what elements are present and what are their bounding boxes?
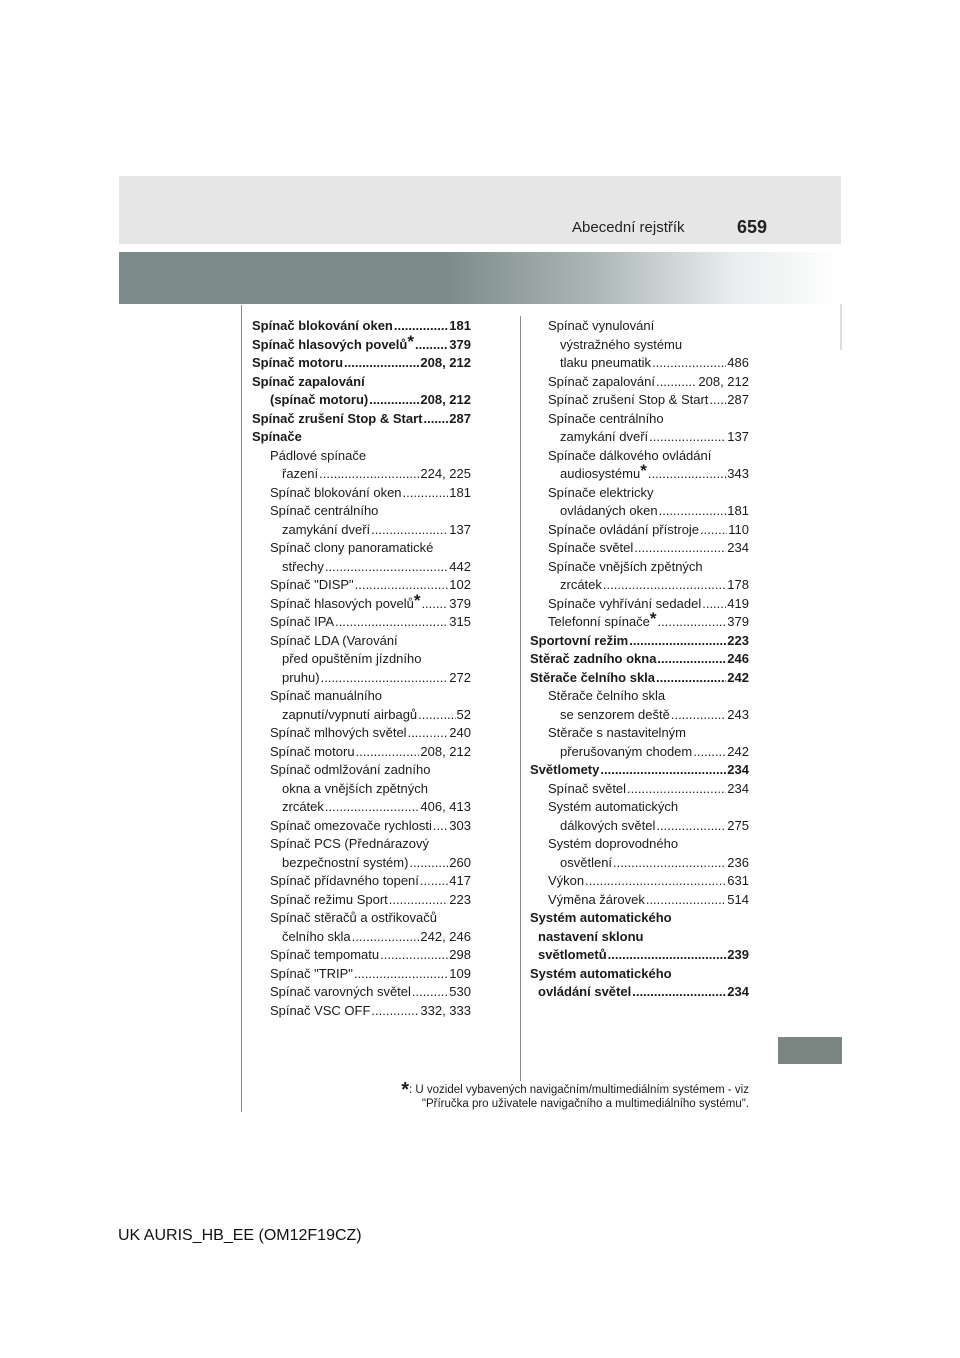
index-entry: [252, 798, 471, 817]
index-entry: [252, 872, 471, 891]
index-entry: [530, 909, 749, 928]
leader-dots: [657, 650, 726, 669]
entry-page-ref: 242: [727, 669, 749, 685]
model-code: UK AURIS_HB_EE (OM12F19CZ): [118, 1227, 362, 1244]
leader-dots: [394, 317, 448, 336]
leader-dots: [629, 632, 726, 651]
leader-dots: [693, 743, 726, 762]
index-entry: [252, 484, 471, 503]
entry-page-ref: 379: [449, 595, 471, 611]
entry-page-ref: 442: [449, 558, 471, 574]
index-entry: [530, 669, 749, 688]
index-entry: [530, 983, 749, 1002]
entry-term: Pádlové spínače: [270, 447, 367, 463]
leader-dots: [656, 817, 726, 836]
index-entry: [252, 854, 471, 873]
index-entry: [252, 373, 471, 392]
leader-dots: [380, 946, 448, 965]
entry-page-ref: 417: [449, 873, 471, 888]
index-entry: [530, 780, 749, 799]
entry-page-ref: 275: [727, 817, 749, 833]
entry-term: pruhu): [282, 669, 320, 685]
leader-dots: [585, 872, 726, 891]
index-entry: [530, 946, 749, 965]
entry-page-ref: 332, 333: [420, 1002, 471, 1018]
entry-term: Spínač IPA: [270, 614, 335, 629]
index-entry: [252, 465, 471, 484]
entry-term: Spínač "DISP": [270, 577, 354, 592]
index-entry: [252, 817, 471, 836]
leader-dots: [634, 539, 726, 558]
entry-page-ref: 242, 246: [420, 928, 471, 944]
index-column-right: [530, 317, 749, 1002]
section-title: Abecední rejstřík: [572, 219, 685, 236]
index-entry: [252, 391, 471, 410]
leader-dots: [344, 354, 419, 373]
leader-dots: [355, 576, 449, 595]
entry-term: Spínač zapalování: [548, 373, 655, 389]
leader-dots: [658, 613, 727, 632]
entry-page-ref: 178: [727, 577, 749, 592]
index-entry: [252, 558, 471, 577]
index-entry: Telefonní spínače * ..... 379: [530, 613, 749, 632]
entry-term: zamykání dveří: [560, 429, 649, 444]
entry-page-ref: 315: [449, 614, 471, 629]
entry-page-ref: 343: [727, 466, 749, 481]
entry-term: Stěrače s nastavitelným: [548, 725, 687, 740]
index-entry: [252, 928, 471, 947]
entry-term: řazení: [282, 466, 319, 481]
leader-dots: [389, 891, 449, 910]
index-entry: [530, 484, 749, 503]
entry-page-ref: 246: [727, 651, 749, 666]
entry-page-ref: 298: [449, 947, 471, 962]
index-entry: [530, 687, 749, 706]
entry-page-ref: 379: [449, 336, 471, 352]
entry-term: Spínač blokování oken: [252, 318, 393, 333]
entry-term: Systém doprovodného: [548, 836, 679, 851]
entry-term: před opuštěním jízdního: [282, 651, 422, 666]
entry-page-ref: 530: [449, 984, 471, 999]
index-entry: [530, 928, 749, 947]
entry-term: Spínač režimu Sport: [270, 891, 388, 907]
leader-dots: [608, 946, 727, 965]
entry-term: Stěrače čelního skla: [548, 688, 666, 703]
entry-term: Spínače elektricky: [548, 484, 654, 500]
index-entry: [530, 798, 749, 817]
leader-dots: [700, 521, 727, 540]
index-entry: [530, 428, 749, 447]
entry-term: Systém automatického: [530, 910, 672, 925]
leader-dots: [369, 391, 419, 410]
index-entry: [530, 761, 749, 780]
entry-term: Stěrač zadního okna: [530, 651, 657, 666]
index-entry: [530, 595, 749, 614]
leader-dots: [613, 854, 726, 873]
index-entry: [530, 521, 749, 540]
leader-dots: [356, 743, 420, 762]
entry-term: Spínač clony panoramatické: [270, 540, 434, 555]
entry-term: Spínač zrušení Stop & Start: [548, 392, 709, 407]
entry-term: (spínač motoru): [270, 392, 369, 407]
entry-term: Spínač hlasových povelů: [270, 595, 414, 611]
entry-page-ref: 379: [727, 614, 749, 629]
entry-term: zapnutí/vypnutí airbagů: [282, 706, 418, 722]
leader-dots: [415, 336, 448, 355]
entry-term: Spínač světel: [548, 780, 627, 796]
index-entry: audiosystému * ..... 343: [530, 465, 749, 484]
entry-page-ref: 242: [727, 743, 749, 759]
entry-term: Spínač motoru: [270, 743, 355, 759]
index-entry: [252, 447, 471, 466]
leader-dots: [371, 1002, 419, 1021]
leader-dots: [632, 983, 726, 1002]
entry-term: Spínače: [252, 429, 302, 444]
entry-page-ref: 234: [727, 540, 749, 555]
leader-dots: [656, 669, 726, 688]
entry-term: Systém automatických: [548, 799, 679, 814]
index-entry: [530, 502, 749, 521]
column-divider: [520, 316, 521, 1081]
entry-page-ref: 137: [727, 429, 749, 444]
entry-term: osvětlení: [560, 854, 613, 870]
index-entry: [530, 410, 749, 429]
entry-page-ref: 303: [449, 817, 471, 833]
entry-term: ovládaných oken: [560, 503, 658, 518]
index-entry: [252, 502, 471, 521]
leader-dots: [412, 983, 448, 1002]
entry-term: Spínač přídavného topení: [270, 873, 419, 888]
index-entry: [252, 539, 471, 558]
index-entry: [252, 983, 471, 1002]
index-entry: [252, 576, 471, 595]
page-number: 659: [737, 217, 768, 237]
leader-dots: [371, 521, 448, 540]
index-entry: [530, 336, 749, 355]
entry-term: Světlomety: [530, 762, 600, 777]
entry-term: dálkových světel: [560, 817, 656, 833]
entry-page-ref: 287: [449, 410, 471, 426]
entry-term: světlometů: [538, 947, 607, 962]
index-entry: [252, 317, 471, 336]
leader-dots: [325, 798, 419, 817]
entry-page-ref: 102: [449, 577, 471, 592]
entry-term: Spínače vnějších zpětných: [548, 558, 703, 574]
entry-term: Sportovní režim: [530, 632, 629, 648]
entry-term: Spínač motoru: [252, 355, 344, 370]
entry-term: nastavení sklonu: [538, 928, 644, 944]
leader-dots: [646, 891, 726, 910]
entry-page-ref: 181: [449, 318, 471, 333]
leader-dots: [403, 484, 449, 503]
entry-term: zamykání dveří: [282, 521, 371, 537]
entry-term: se senzorem deště: [560, 706, 670, 722]
index-entry: [530, 373, 749, 392]
index-entry: [530, 576, 749, 595]
leader-dots: [420, 872, 448, 891]
entry-term: Spínač vynulování: [548, 318, 655, 333]
index-entry: [252, 965, 471, 984]
entry-term: Spínač odmlžování zadního: [270, 762, 431, 777]
index-entry: [530, 817, 749, 836]
index-entry: Spínač hlasových povelů * ..... 379: [252, 336, 471, 355]
entry-page-ref: 234: [727, 762, 749, 777]
leader-dots: [652, 354, 726, 373]
index-entry: [530, 650, 749, 669]
leader-dots: [418, 706, 455, 725]
index-entry: [252, 687, 471, 706]
entry-term: audiosystému: [560, 466, 641, 481]
entry-term: Výkon: [548, 873, 585, 888]
entry-page-ref: 486: [727, 355, 749, 370]
index-entry: [252, 891, 471, 910]
index-entry: [252, 946, 471, 965]
entry-page-ref: 234: [727, 780, 749, 796]
entry-page-ref: 110: [728, 521, 749, 537]
entry-term: Spínač "TRIP": [270, 965, 353, 981]
index-entry: [530, 317, 749, 336]
index-entry: [530, 539, 749, 558]
index-entry: [530, 391, 749, 410]
leader-dots: [423, 410, 448, 429]
index-entry: [252, 632, 471, 651]
leader-dots: [433, 817, 448, 836]
leader-dots: [648, 465, 726, 484]
left-margin-rule: [241, 305, 242, 1112]
entry-term: čelního skla: [282, 928, 351, 944]
leader-dots: [656, 373, 697, 392]
index-entry: [252, 724, 471, 743]
entry-term: Spínač zapalování: [252, 373, 365, 389]
entry-page-ref: 208, 212: [420, 355, 471, 370]
index-entry: [252, 835, 471, 854]
entry-page-ref: 272: [449, 669, 471, 685]
entry-page-ref: 419: [727, 595, 749, 611]
entry-term: Spínač tempomatu: [270, 947, 380, 962]
index-thumb-tab: [778, 1037, 842, 1064]
entry-page-ref: 181: [449, 484, 471, 500]
leader-dots: [354, 965, 448, 984]
leader-dots: [709, 391, 726, 410]
index-entry: [530, 872, 749, 891]
footnote: [229, 1079, 749, 1111]
index-entry: [530, 632, 749, 651]
index-entry: [530, 743, 749, 762]
entry-term: Spínač VSC OFF: [270, 1002, 371, 1018]
index-entry: [252, 780, 471, 799]
leader-dots: [603, 576, 726, 595]
footnote-marker: *: [401, 1079, 409, 1101]
entry-term: Spínač mlhových světel: [270, 725, 407, 740]
leader-dots: [352, 928, 420, 947]
entry-page-ref: 514: [727, 891, 749, 907]
leader-dots: [409, 854, 448, 873]
index-column-left: [252, 317, 471, 1020]
entry-term: střechy: [282, 558, 324, 574]
leader-dots: [321, 669, 449, 688]
entry-term: bezpečnostní systém): [282, 854, 409, 870]
entry-term: Systém automatického: [530, 965, 672, 981]
header-gradient-band: [119, 252, 841, 304]
entry-term: Spínač zrušení Stop & Start: [252, 410, 423, 426]
index-entry: [252, 650, 471, 669]
index-entry: [252, 743, 471, 762]
entry-term: Spínače centrálního: [548, 410, 664, 426]
entry-page-ref: 234: [727, 984, 749, 999]
footnote-line-2: "Příručka pro uživatele navigačního a multimediálního systému".: [421, 1098, 749, 1110]
index-entry: [252, 613, 471, 632]
entry-term: zrcátek: [560, 577, 602, 592]
entry-page-ref: 137: [449, 521, 471, 537]
leader-dots: [600, 761, 726, 780]
leader-dots: [325, 558, 448, 577]
edge-divider: [840, 304, 842, 350]
leader-dots: [659, 502, 727, 521]
index-entry: [252, 521, 471, 540]
entry-page-ref: 208, 212: [698, 373, 749, 389]
index-entry: [530, 891, 749, 910]
entry-page-ref: 208, 212: [420, 392, 471, 407]
entry-page-ref: 223: [449, 891, 471, 907]
entry-term: Výměna žárovek: [548, 891, 645, 907]
entry-page-ref: 239: [727, 947, 749, 962]
entry-term: ovládání světel: [538, 984, 632, 999]
index-entry: [252, 1002, 471, 1021]
entry-term: Spínač LDA (Varování: [270, 632, 398, 648]
entry-term: Stěrače čelního skla: [530, 669, 656, 685]
entry-page-ref: 631: [727, 873, 749, 888]
entry-term: Spínač centrálního: [270, 503, 379, 518]
leader-dots: [408, 724, 449, 743]
index-entry: [530, 854, 749, 873]
entry-term: Spínače dálkového ovládání: [548, 447, 712, 463]
entry-term: přerušovaným chodem: [560, 743, 693, 759]
header-bar: [119, 176, 841, 244]
entry-page-ref: 240: [449, 725, 471, 740]
leader-dots: [335, 613, 448, 632]
entry-page-ref: 287: [727, 392, 749, 407]
index-entry: [530, 835, 749, 854]
index-entry: [252, 706, 471, 725]
entry-page-ref: 208, 212: [420, 743, 471, 759]
index-entry: [530, 965, 749, 984]
entry-term: Spínač manuálního: [270, 688, 383, 703]
entry-page-ref: 181: [727, 503, 749, 518]
index-entry: [530, 354, 749, 373]
entry-term: Spínače vyhřívání sedadel: [548, 595, 702, 611]
entry-term: tlaku pneumatik: [560, 355, 652, 370]
leader-dots: [627, 780, 726, 799]
index-entry: [252, 909, 471, 928]
entry-page-ref: 260: [449, 854, 471, 870]
index-entry: [530, 724, 749, 743]
entry-term: okna a vnějších zpětných: [282, 780, 428, 796]
entry-term: výstražného systému: [560, 336, 683, 352]
entry-page-ref: 52: [456, 706, 471, 722]
entry-page-ref: 406, 413: [420, 799, 471, 814]
leader-dots: [702, 595, 726, 614]
index-entry: [530, 558, 749, 577]
leader-dots: [421, 595, 448, 614]
leader-dots: [649, 428, 726, 447]
entry-term: Spínač blokování oken: [270, 484, 402, 500]
index-entry: [530, 706, 749, 725]
entry-term: Spínač stěračů a ostřikovačů: [270, 910, 437, 925]
index-entry: [252, 761, 471, 780]
entry-term: Spínače světel: [548, 540, 634, 555]
entry-term: Spínače ovládání přístroje: [548, 521, 700, 537]
index-entry: [252, 410, 471, 429]
entry-page-ref: 223: [727, 632, 749, 648]
index-entry: Spínač hlasových povelů * ..... 379: [252, 595, 471, 614]
index-entry: [252, 428, 471, 447]
entry-term: Spínač PCS (Přednárazový: [270, 836, 429, 851]
index-entry: [252, 669, 471, 688]
index-entry: [252, 354, 471, 373]
leader-dots: [671, 706, 726, 725]
entry-term: Spínač hlasových povelů: [252, 336, 408, 352]
entry-page-ref: 109: [449, 965, 471, 981]
entry-term: Telefonní spínače: [548, 614, 650, 629]
entry-page-ref: 243: [727, 706, 749, 722]
footnote-line-1: : U vozidel vybavených navigačním/multimediálním systémem - viz: [408, 1084, 749, 1096]
entry-term: Spínač varovných světel: [270, 984, 411, 999]
entry-page-ref: 224, 225: [420, 466, 471, 481]
entry-page-ref: 236: [727, 854, 749, 870]
entry-term: zrcátek: [282, 799, 324, 814]
entry-term: Spínač omezovače rychlosti: [270, 817, 432, 833]
leader-dots: [319, 465, 419, 484]
